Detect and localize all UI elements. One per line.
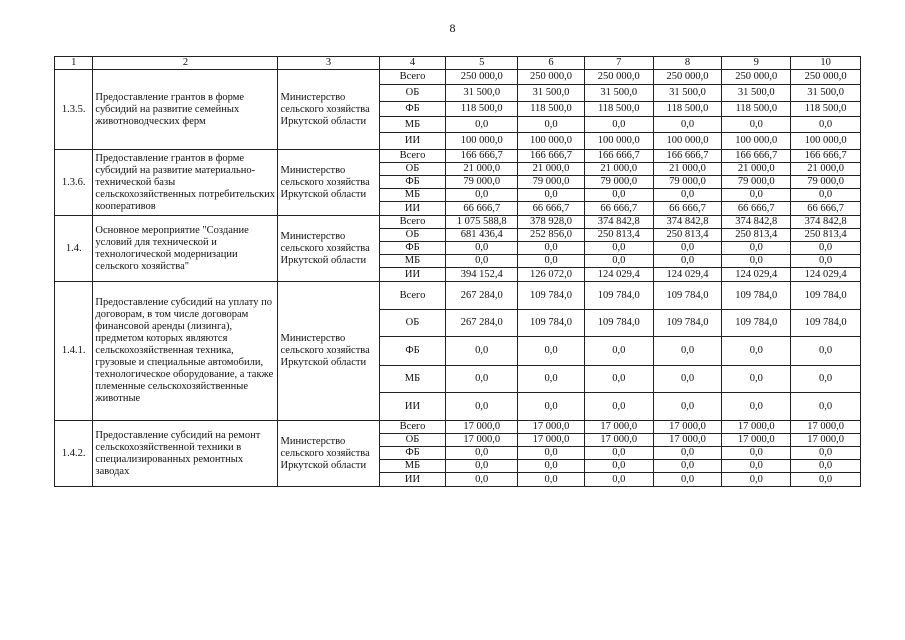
header-cell: 4	[379, 57, 446, 70]
amount-cell: 0,0	[722, 242, 791, 255]
item-code: 1.3.5.	[55, 70, 93, 150]
amount-cell: 681 436,4	[446, 229, 518, 242]
amount-cell: 109 784,0	[518, 282, 585, 310]
amount-cell: 0,0	[791, 117, 861, 133]
funding-source: Всего	[379, 421, 446, 434]
responsible-executor: Министерство сельского хозяйства Иркутской области	[278, 70, 379, 150]
amount-cell: 0,0	[791, 242, 861, 255]
amount-cell: 0,0	[446, 189, 518, 202]
amount-cell: 166 666,7	[518, 150, 585, 163]
amount-cell: 250 000,0	[791, 70, 861, 85]
table-row	[55, 421, 861, 434]
amount-cell: 100 000,0	[584, 133, 653, 150]
item-description: Предоставление грантов в форме субсидий на развитие материально-технической базы сельскохозяйственных потребительских кооперативов	[93, 150, 278, 216]
amount-cell: 31 500,0	[446, 85, 518, 102]
amount-cell: 31 500,0	[722, 85, 791, 102]
amount-cell: 0,0	[446, 393, 518, 421]
amount-cell: 124 029,4	[584, 268, 653, 282]
amount-cell: 0,0	[518, 242, 585, 255]
amount-cell: 21 000,0	[653, 163, 722, 176]
funding-source: МБ	[379, 460, 446, 473]
funding-source: ФБ	[379, 176, 446, 189]
item-description: Предоставление субсидий на ремонт сельскохозяйственной техники в специализированных ремонтных заводах	[93, 421, 278, 487]
amount-cell: 374 842,8	[722, 216, 791, 229]
amount-cell: 0,0	[584, 393, 653, 421]
amount-cell: 118 500,0	[584, 102, 653, 117]
amount-cell: 166 666,7	[584, 150, 653, 163]
item-code: 1.4.	[55, 216, 93, 282]
amount-cell: 0,0	[791, 473, 861, 487]
amount-cell: 250 813,4	[791, 229, 861, 242]
amount-cell: 0,0	[791, 366, 861, 393]
amount-cell: 109 784,0	[584, 310, 653, 337]
page-number: 8	[449, 21, 456, 35]
amount-cell: 109 784,0	[722, 310, 791, 337]
amount-cell: 17 000,0	[518, 434, 585, 447]
amount-cell: 79 000,0	[653, 176, 722, 189]
funding-source: ИИ	[379, 393, 446, 421]
amount-cell: 17 000,0	[653, 434, 722, 447]
amount-cell: 0,0	[653, 366, 722, 393]
amount-cell: 21 000,0	[518, 163, 585, 176]
amount-cell: 1 075 588,8	[446, 216, 518, 229]
amount-cell: 66 666,7	[791, 202, 861, 216]
amount-cell: 79 000,0	[722, 176, 791, 189]
amount-cell: 100 000,0	[722, 133, 791, 150]
amount-cell: 250 000,0	[722, 70, 791, 85]
funding-source: ОБ	[379, 434, 446, 447]
amount-cell: 250 000,0	[518, 70, 585, 85]
amount-cell: 0,0	[518, 189, 585, 202]
funding-source: Всего	[379, 282, 446, 310]
funding-source: ФБ	[379, 447, 446, 460]
amount-cell: 0,0	[653, 473, 722, 487]
amount-cell: 66 666,7	[446, 202, 518, 216]
amount-cell: 250 000,0	[446, 70, 518, 85]
amount-cell: 0,0	[446, 337, 518, 366]
amount-cell: 0,0	[653, 393, 722, 421]
amount-cell: 17 000,0	[791, 421, 861, 434]
amount-cell: 66 666,7	[518, 202, 585, 216]
amount-cell: 0,0	[653, 460, 722, 473]
amount-cell: 0,0	[584, 447, 653, 460]
amount-cell: 17 000,0	[446, 434, 518, 447]
amount-cell: 0,0	[584, 366, 653, 393]
funding-source: МБ	[379, 366, 446, 393]
amount-cell: 252 856,0	[518, 229, 585, 242]
amount-cell: 17 000,0	[722, 421, 791, 434]
amount-cell: 166 666,7	[446, 150, 518, 163]
amount-cell: 79 000,0	[791, 176, 861, 189]
amount-cell: 0,0	[518, 255, 585, 268]
amount-cell: 21 000,0	[791, 163, 861, 176]
amount-cell: 109 784,0	[791, 310, 861, 337]
header-row	[55, 57, 861, 70]
item-description: Основное мероприятие "Создание условий для технической и технологической модернизации сельского хозяйства"	[93, 216, 278, 282]
budget-table	[54, 56, 861, 487]
amount-cell: 0,0	[722, 393, 791, 421]
amount-cell: 109 784,0	[518, 310, 585, 337]
amount-cell: 0,0	[518, 473, 585, 487]
amount-cell: 0,0	[446, 255, 518, 268]
funding-source: ОБ	[379, 310, 446, 337]
responsible-executor: Министерство сельского хозяйства Иркутской области	[278, 216, 379, 282]
amount-cell: 66 666,7	[722, 202, 791, 216]
amount-cell: 100 000,0	[791, 133, 861, 150]
amount-cell: 374 842,8	[653, 216, 722, 229]
amount-cell: 31 500,0	[518, 85, 585, 102]
amount-cell: 17 000,0	[791, 434, 861, 447]
amount-cell: 0,0	[722, 473, 791, 487]
item-code: 1.4.1.	[55, 282, 93, 421]
amount-cell: 0,0	[653, 255, 722, 268]
amount-cell: 0,0	[518, 337, 585, 366]
amount-cell: 166 666,7	[653, 150, 722, 163]
amount-cell: 0,0	[584, 255, 653, 268]
amount-cell: 0,0	[584, 473, 653, 487]
funding-source: МБ	[379, 117, 446, 133]
table-row	[55, 216, 861, 229]
amount-cell: 109 784,0	[653, 282, 722, 310]
amount-cell: 79 000,0	[584, 176, 653, 189]
amount-cell: 17 000,0	[722, 434, 791, 447]
header-cell: 9	[722, 57, 791, 70]
responsible-executor: Министерство сельского хозяйства Иркутской области	[278, 282, 379, 421]
amount-cell: 0,0	[653, 242, 722, 255]
funding-source: ФБ	[379, 102, 446, 117]
amount-cell: 118 500,0	[722, 102, 791, 117]
item-code: 1.3.6.	[55, 150, 93, 216]
header-cell: 7	[584, 57, 653, 70]
responsible-executor: Министерство сельского хозяйства Иркутской области	[278, 421, 379, 487]
header-cell: 3	[278, 57, 379, 70]
amount-cell: 250 813,4	[653, 229, 722, 242]
amount-cell: 21 000,0	[722, 163, 791, 176]
responsible-executor: Министерство сельского хозяйства Иркутской области	[278, 150, 379, 216]
amount-cell: 0,0	[584, 242, 653, 255]
amount-cell: 126 072,0	[518, 268, 585, 282]
amount-cell: 250 000,0	[653, 70, 722, 85]
funding-source: ОБ	[379, 229, 446, 242]
amount-cell: 394 152,4	[446, 268, 518, 282]
header-cell: 6	[518, 57, 585, 70]
amount-cell: 0,0	[518, 117, 585, 133]
header-cell: 2	[93, 57, 278, 70]
amount-cell: 0,0	[518, 393, 585, 421]
amount-cell: 118 500,0	[518, 102, 585, 117]
funding-source: ИИ	[379, 202, 446, 216]
amount-cell: 17 000,0	[446, 421, 518, 434]
amount-cell: 118 500,0	[791, 102, 861, 117]
amount-cell: 0,0	[446, 447, 518, 460]
funding-source: ИИ	[379, 473, 446, 487]
amount-cell: 374 842,8	[791, 216, 861, 229]
amount-cell: 0,0	[791, 337, 861, 366]
amount-cell: 79 000,0	[518, 176, 585, 189]
amount-cell: 0,0	[722, 460, 791, 473]
funding-source: Всего	[379, 150, 446, 163]
amount-cell: 109 784,0	[722, 282, 791, 310]
amount-cell: 0,0	[791, 460, 861, 473]
table-row	[55, 150, 861, 163]
amount-cell: 100 000,0	[518, 133, 585, 150]
amount-cell: 250 000,0	[584, 70, 653, 85]
amount-cell: 0,0	[446, 366, 518, 393]
item-description: Предоставление субсидий на уплату по договорам, в том числе договорам финансовой аренды (лизинга), предметом которых являются сельскохозяйственная техника, грузовые и специальные автомобили, технологическое оборудование, а также племенные сельскохозяйственные животные	[93, 282, 278, 421]
amount-cell: 118 500,0	[653, 102, 722, 117]
funding-source: ФБ	[379, 242, 446, 255]
funding-source: МБ	[379, 255, 446, 268]
funding-source: ОБ	[379, 85, 446, 102]
amount-cell: 0,0	[518, 366, 585, 393]
item-description: Предоставление грантов в форме субсидий на развитие семейных животноводческих ферм	[93, 70, 278, 150]
header-cell: 8	[653, 57, 722, 70]
header-cell: 1	[55, 57, 93, 70]
amount-cell: 109 784,0	[584, 282, 653, 310]
amount-cell: 0,0	[722, 117, 791, 133]
amount-cell: 0,0	[722, 366, 791, 393]
amount-cell: 166 666,7	[722, 150, 791, 163]
amount-cell: 17 000,0	[584, 421, 653, 434]
amount-cell: 0,0	[722, 189, 791, 202]
amount-cell: 0,0	[722, 447, 791, 460]
amount-cell: 31 500,0	[791, 85, 861, 102]
amount-cell: 250 813,4	[722, 229, 791, 242]
amount-cell: 267 284,0	[446, 282, 518, 310]
amount-cell: 0,0	[653, 117, 722, 133]
amount-cell: 79 000,0	[446, 176, 518, 189]
amount-cell: 17 000,0	[518, 421, 585, 434]
amount-cell: 21 000,0	[584, 163, 653, 176]
amount-cell: 0,0	[791, 255, 861, 268]
amount-cell: 0,0	[791, 189, 861, 202]
amount-cell: 31 500,0	[653, 85, 722, 102]
table-row	[55, 282, 861, 310]
amount-cell: 0,0	[584, 189, 653, 202]
amount-cell: 124 029,4	[791, 268, 861, 282]
amount-cell: 0,0	[446, 460, 518, 473]
amount-cell: 0,0	[584, 117, 653, 133]
amount-cell: 0,0	[446, 242, 518, 255]
amount-cell: 374 842,8	[584, 216, 653, 229]
amount-cell: 66 666,7	[653, 202, 722, 216]
amount-cell: 0,0	[584, 337, 653, 366]
amount-cell: 66 666,7	[584, 202, 653, 216]
amount-cell: 0,0	[653, 189, 722, 202]
funding-source: МБ	[379, 189, 446, 202]
funding-source: ОБ	[379, 163, 446, 176]
amount-cell: 0,0	[722, 337, 791, 366]
funding-source: ИИ	[379, 268, 446, 282]
amount-cell: 0,0	[653, 337, 722, 366]
item-code: 1.4.2.	[55, 421, 93, 487]
amount-cell: 166 666,7	[791, 150, 861, 163]
amount-cell: 17 000,0	[584, 434, 653, 447]
amount-cell: 0,0	[791, 393, 861, 421]
amount-cell: 17 000,0	[653, 421, 722, 434]
amount-cell: 0,0	[518, 460, 585, 473]
funding-source: Всего	[379, 216, 446, 229]
amount-cell: 0,0	[791, 447, 861, 460]
amount-cell: 100 000,0	[653, 133, 722, 150]
amount-cell: 124 029,4	[653, 268, 722, 282]
amount-cell: 0,0	[446, 473, 518, 487]
header-cell: 5	[446, 57, 518, 70]
header-cell: 10	[791, 57, 861, 70]
amount-cell: 250 813,4	[584, 229, 653, 242]
funding-source: ФБ	[379, 337, 446, 366]
amount-cell: 0,0	[518, 447, 585, 460]
amount-cell: 0,0	[722, 255, 791, 268]
amount-cell: 109 784,0	[653, 310, 722, 337]
amount-cell: 21 000,0	[446, 163, 518, 176]
amount-cell: 118 500,0	[446, 102, 518, 117]
amount-cell: 109 784,0	[791, 282, 861, 310]
amount-cell: 31 500,0	[584, 85, 653, 102]
amount-cell: 0,0	[446, 117, 518, 133]
amount-cell: 0,0	[653, 447, 722, 460]
funding-source: Всего	[379, 70, 446, 85]
funding-source: ИИ	[379, 133, 446, 150]
table-row	[55, 70, 861, 85]
amount-cell: 100 000,0	[446, 133, 518, 150]
amount-cell: 378 928,0	[518, 216, 585, 229]
amount-cell: 0,0	[584, 460, 653, 473]
amount-cell: 267 284,0	[446, 310, 518, 337]
amount-cell: 124 029,4	[722, 268, 791, 282]
